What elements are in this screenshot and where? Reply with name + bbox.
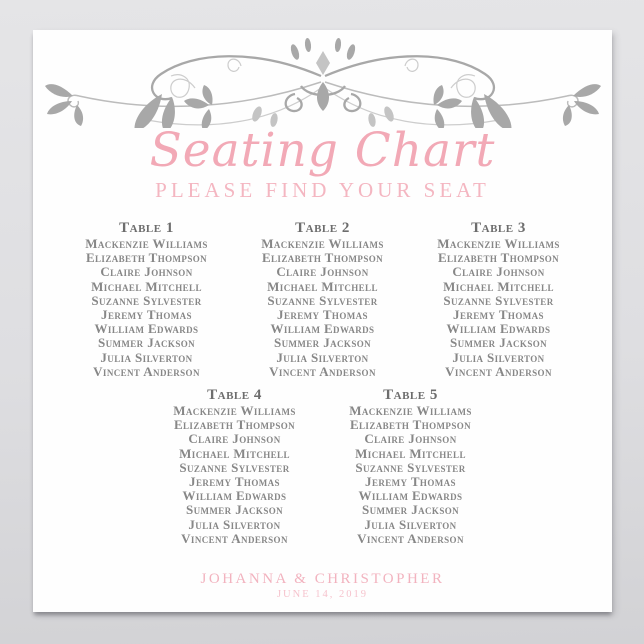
guest-name: Vincent Anderson (269, 363, 376, 379)
guest-name: William Edwards (446, 321, 551, 337)
guest-list (413, 237, 585, 379)
guest-name: Elizabeth Thompson (261, 250, 384, 266)
poster-footer (33, 570, 612, 602)
guest-name: Summer Jackson (361, 502, 460, 518)
guest-name: Jeremy Thomas (189, 474, 280, 490)
guest-name: Jeremy Thomas (101, 307, 192, 323)
guest-name: Jeremy Thomas (277, 307, 368, 323)
guest-name: Suzanne Sylvester (179, 459, 290, 475)
tables-row-1 (33, 220, 612, 379)
guest-name: Mackenzie Williams (437, 236, 560, 251)
guest-list (325, 404, 497, 546)
guest-name: William Edwards (182, 488, 287, 504)
table-label: Table 2 (295, 220, 350, 236)
guest-name: Michael Mitchell (91, 278, 202, 294)
guest-list (61, 237, 233, 379)
table-label: Table 4 (207, 387, 262, 404)
guest-name: Julia Silverton (452, 349, 545, 365)
guest-name: Suzanne Sylvester (443, 292, 554, 308)
guest-name: Elizabeth Thompson (349, 417, 472, 433)
table-label: Table 3 (471, 220, 526, 236)
guest-name: William Edwards (270, 321, 375, 337)
guest-name: Suzanne Sylvester (355, 459, 466, 475)
table-label: Table 5 (383, 387, 438, 404)
guest-list (149, 404, 321, 546)
page-subtitle: PLEASE FIND YOUR SEAT (155, 178, 490, 202)
guest-name: Claire Johnson (276, 264, 369, 280)
guest-name: Julia Silverton (276, 349, 369, 365)
guest-name: Vincent Anderson (357, 530, 464, 546)
event-date: JUNE 14, 2019 (276, 589, 369, 601)
guest-list (237, 237, 409, 379)
guest-name: Jeremy Thomas (365, 474, 456, 490)
guest-name: Michael Mitchell (443, 278, 554, 294)
guest-name: William Edwards (358, 488, 463, 504)
guest-name: Elizabeth Thompson (437, 250, 560, 266)
guest-name: Julia Silverton (188, 516, 281, 532)
guest-name: Mackenzie Williams (173, 403, 296, 419)
guest-name: Summer Jackson (185, 502, 284, 518)
guest-name: Michael Mitchell (267, 278, 378, 294)
guest-name: Claire Johnson (100, 264, 193, 280)
tables-row-2 (33, 387, 612, 546)
seating-chart-poster (33, 30, 612, 612)
couple-names: JOHANNA & CHRISTOPHER (200, 571, 445, 588)
guest-name: Michael Mitchell (179, 445, 290, 461)
page-title: Seating Chart (149, 123, 496, 178)
table-column-5 (325, 387, 497, 546)
table-label: Table 1 (119, 220, 174, 236)
guest-name: Summer Jackson (97, 335, 196, 351)
guest-name: Elizabeth Thompson (85, 250, 208, 266)
table-column-4 (149, 387, 321, 546)
guest-name: Vincent Anderson (445, 363, 552, 379)
guest-name: Jeremy Thomas (453, 307, 544, 323)
guest-name: Julia Silverton (100, 349, 193, 365)
guest-name: Suzanne Sylvester (267, 292, 378, 308)
guest-name: William Edwards (94, 321, 199, 337)
guest-name: Vincent Anderson (93, 363, 200, 379)
guest-name: Claire Johnson (452, 264, 545, 280)
guest-name: Suzanne Sylvester (91, 292, 202, 308)
table-column-2 (237, 220, 409, 379)
guest-name: Elizabeth Thompson (173, 417, 296, 433)
table-column-1 (61, 220, 233, 379)
guest-name: Vincent Anderson (181, 530, 288, 546)
guest-name: Mackenzie Williams (85, 236, 208, 251)
flourish-ornament-icon (43, 36, 603, 128)
guest-name: Mackenzie Williams (349, 403, 472, 419)
guest-name: Mackenzie Williams (261, 236, 384, 251)
guest-name: Michael Mitchell (355, 445, 466, 461)
guest-name: Summer Jackson (273, 335, 372, 351)
guest-name: Julia Silverton (364, 516, 457, 532)
guest-name: Summer Jackson (449, 335, 548, 351)
table-column-3 (413, 220, 585, 379)
guest-name: Claire Johnson (188, 431, 281, 447)
guest-name: Claire Johnson (364, 431, 457, 447)
